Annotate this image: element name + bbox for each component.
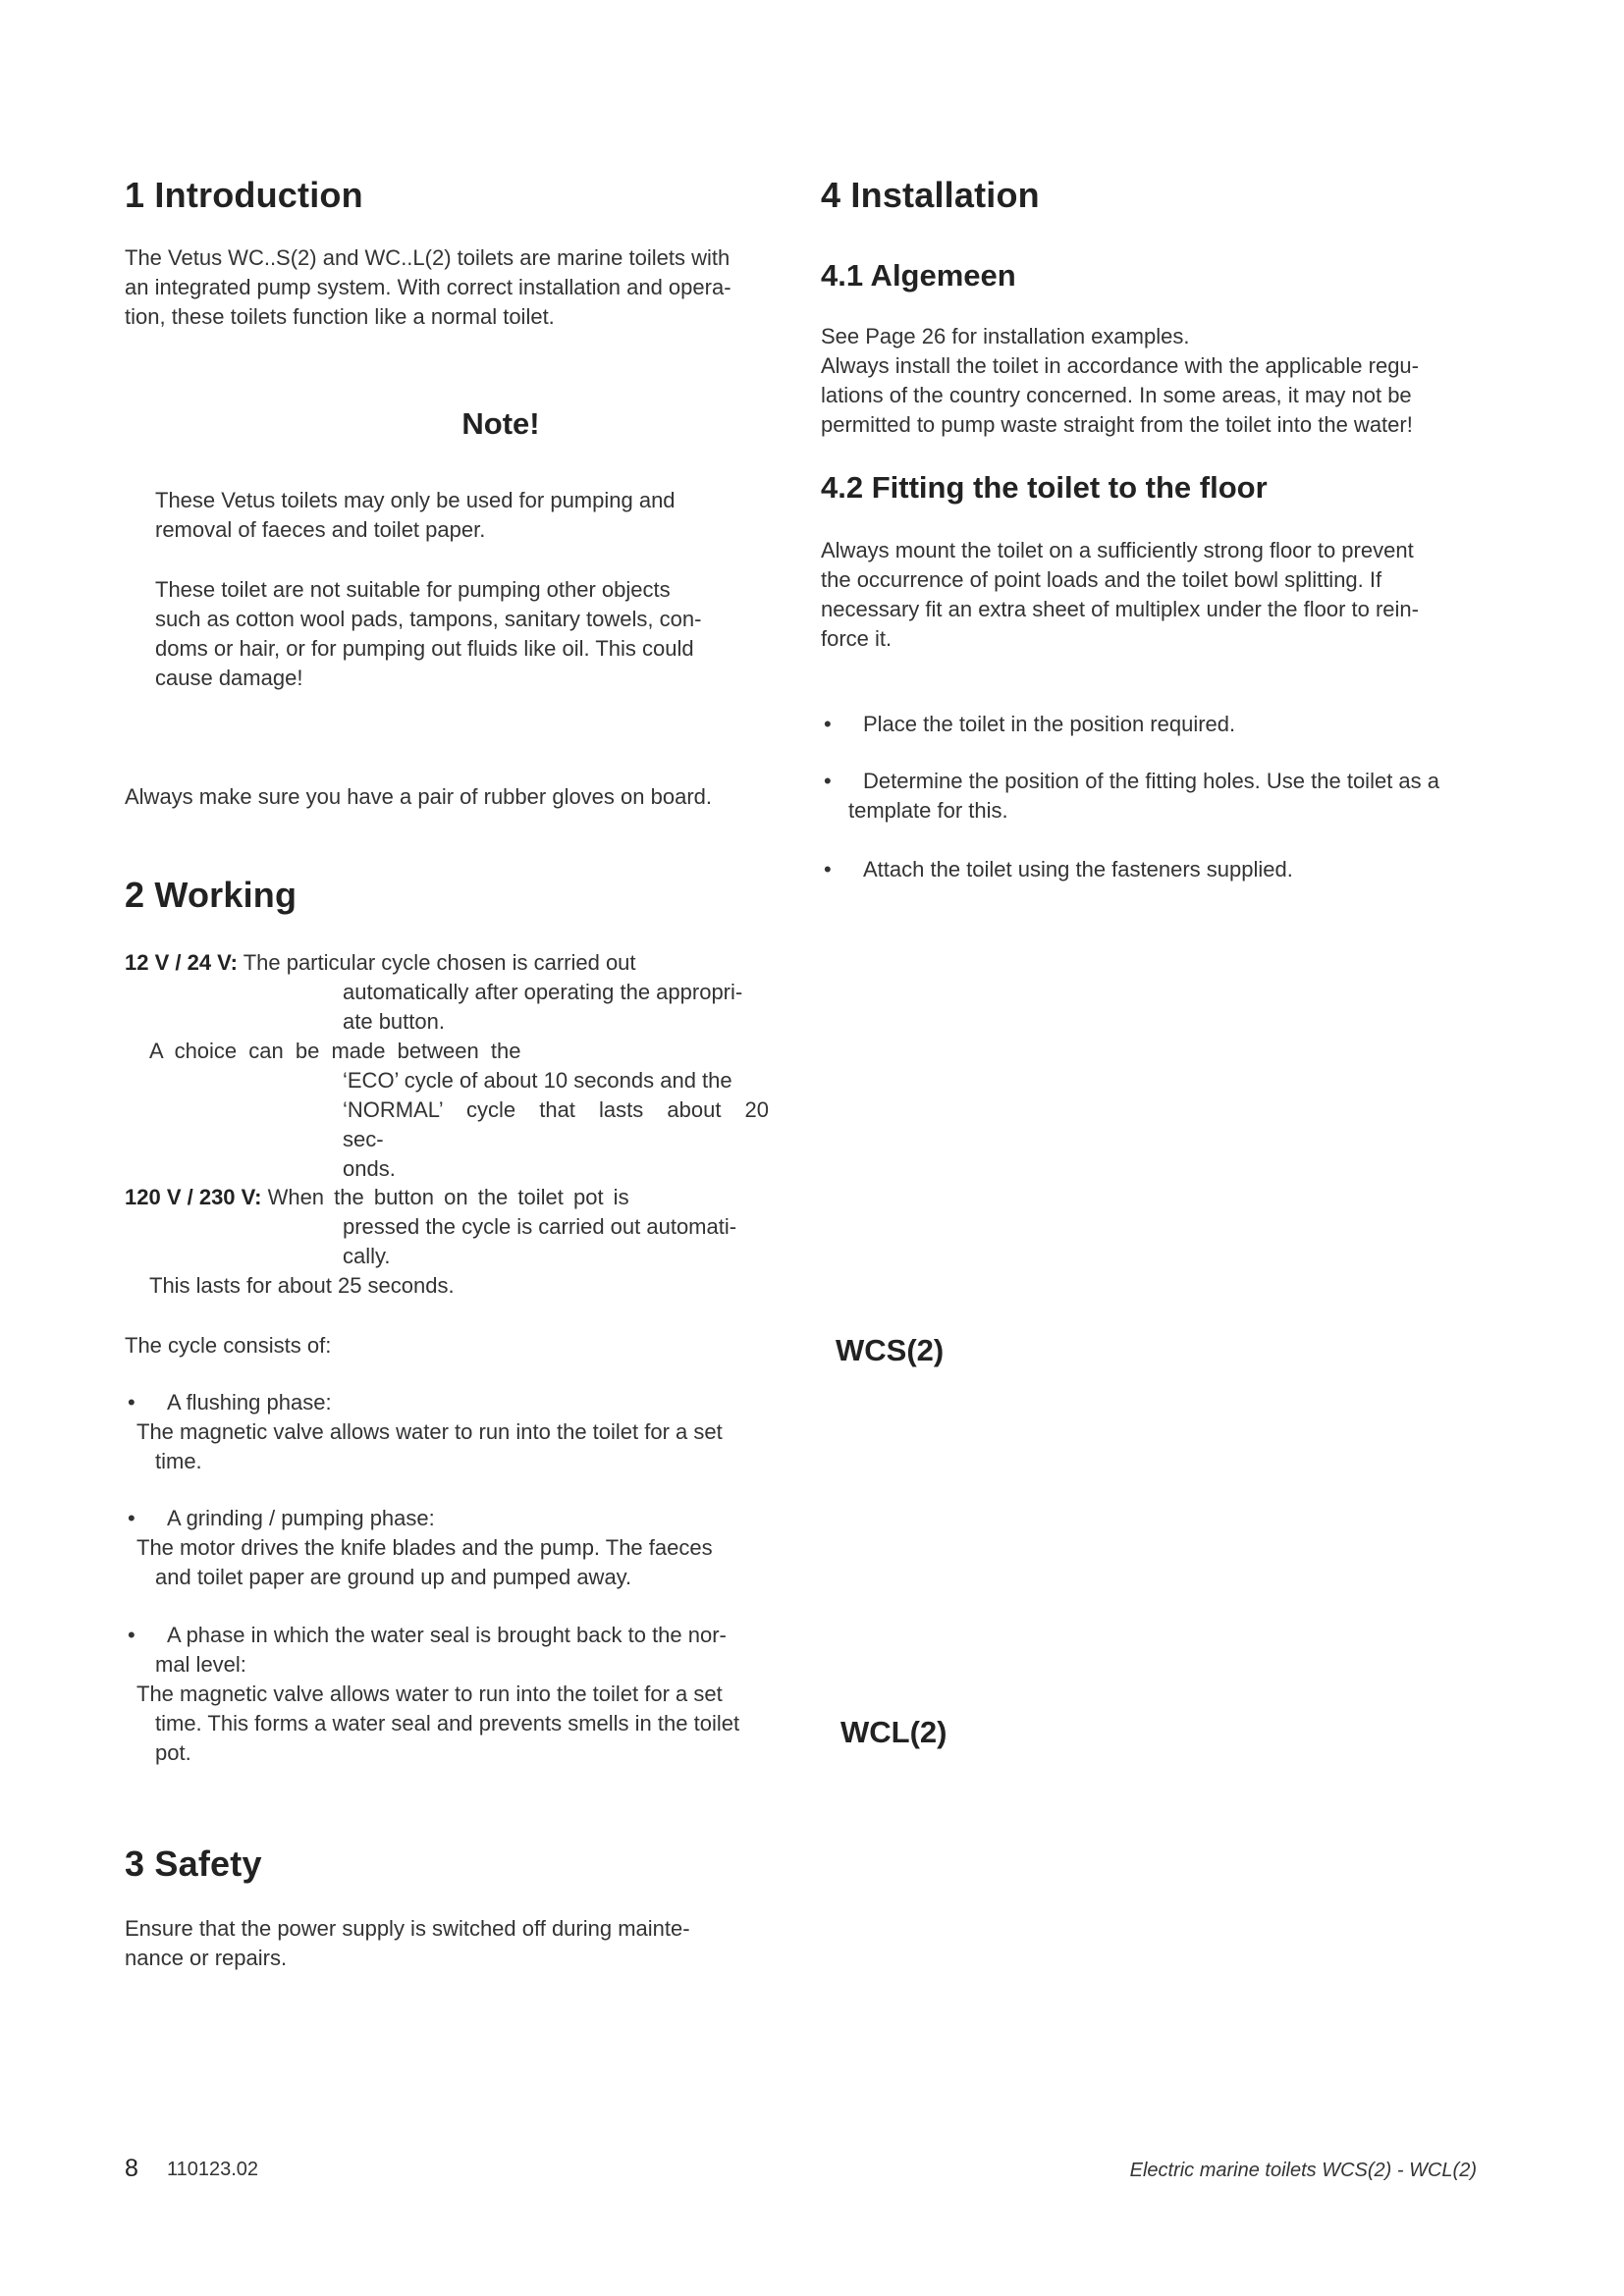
voltage-line: ‘ECO’ cycle of about 10 seconds and the [343,1068,732,1093]
bullet-line: and toilet paper are ground up and pumped away. [155,1565,632,1589]
general-line: permitted to pump waste straight from the toilet into the water! [821,412,1413,437]
voltage-line: automatically after operating the appropri- [343,980,743,1004]
voltage-line: ‘NORMAL’ cycle that lasts about 20 sec- [343,1097,770,1151]
intro-line: tion, these toilets function like a normal toilet. [125,304,555,329]
note-paragraph-1 [155,486,780,545]
bullet-dot: • [824,769,832,793]
voltage-line: This lasts for about 25 seconds. [149,1273,455,1298]
cycle-bullet-grinding [125,1504,812,1592]
general-line: lations of the country concerned. In some areas, it may not be [821,383,1412,407]
fitting-step-3 [821,855,1528,884]
fitting-step-2 [821,767,1528,826]
section-heading-introduction: 1 Introduction [125,175,363,215]
safety-paragraph [125,1914,797,1973]
subheading-fitting: 4.2 Fitting the toilet to the floor [821,470,1268,505]
step-line: Determine the position of the fitting holes. Use the toilet as a [863,769,1439,793]
voltage-label-120-230: 120 V / 230 V: [125,1185,262,1209]
voltage-120-230-block [125,1183,832,1301]
note-line: These Vetus toilets may only be used for pumping and [155,488,676,512]
fitting-step-1 [821,710,1528,739]
cycle-intro: The cycle consists of: [125,1333,332,1358]
gloves-sentence: Always make sure you have a pair of rubber gloves on board. [125,784,712,809]
voltage-line: cally. [343,1244,391,1268]
fitting-line: Always mount the toilet on a sufficiently strong floor to prevent [821,538,1414,562]
voltage-line: When the button on the toilet pot is [267,1185,629,1209]
bullet-line: The magnetic valve allows water to run into the toilet for a set [136,1419,723,1444]
bullet-title: A grinding / pumping phase: [167,1506,435,1530]
bullet-title: A flushing phase: [167,1390,332,1415]
bullet-line: time. This forms a water seal and prevents smells in the toilet [155,1711,740,1735]
bullet-line: pot. [155,1740,191,1765]
intro-line: an integrated pump system. With correct installation and opera- [125,275,731,299]
bullet-dot: • [128,1623,135,1647]
intro-line: The Vetus WC..S(2) and WC..L(2) toilets are marine toilets with [125,245,731,270]
note-paragraph-2 [155,575,768,693]
bullet-dot: • [128,1390,135,1415]
bullet-line: The magnetic valve allows water to run into the toilet for a set [136,1682,723,1706]
bullet-title: A phase in which the water seal is brought back to the nor- [167,1623,727,1647]
figure-label-wcl: WCL(2) [840,1715,947,1749]
cycle-bullet-water-seal [125,1621,812,1768]
note-line: These toilet are not suitable for pumping other objects [155,577,671,602]
bullet-line: The motor drives the knife blades and the pump. The faeces [136,1535,713,1560]
cycle-bullet-flushing [125,1388,812,1476]
intro-paragraph [125,243,792,332]
section-heading-safety: 3 Safety [125,1843,262,1884]
fitting-paragraph [821,536,1500,654]
general-paragraph [821,322,1508,440]
voltage-line: A choice can be made between the [149,1039,521,1063]
document-code: 110123.02 [167,2159,259,2180]
bullet-dot: • [824,857,832,881]
step-line: Attach the toilet using the fasteners supplied. [863,857,1293,881]
bullet-dot: • [128,1506,135,1530]
general-line: See Page 26 for installation examples. [821,324,1190,348]
step-line: Place the toilet in the position required. [863,712,1236,736]
section-heading-working: 2 Working [125,875,298,915]
voltage-line: ate button. [343,1009,445,1034]
subheading-general: 4.1 Algemeen [821,258,1016,293]
voltage-line: onds. [343,1156,396,1181]
fitting-line: necessary fit an extra sheet of multiplex under the floor to rein- [821,597,1419,621]
voltage-12-24-block [125,948,832,1184]
bullet-dot: • [824,712,832,736]
step-line: template for this. [848,798,1008,823]
figure-label-wcs: WCS(2) [836,1333,945,1367]
bullet-line: time. [155,1449,202,1473]
note-line: such as cotton wool pads, tampons, sanitary towels, con- [155,607,702,631]
fitting-line: force it. [821,626,893,651]
note-line: removal of faeces and toilet paper. [155,517,486,542]
note-heading: Note! [461,406,540,441]
note-line: cause damage! [155,666,303,690]
section-heading-installation: 4 Installation [821,175,1040,215]
page-number: 8 [125,2155,138,2182]
voltage-line: The particular cycle chosen is carried out [243,950,636,975]
safety-line: Ensure that the power supply is switched off during mainte- [125,1916,690,1941]
general-line: Always install the toilet in accordance with the applicable regu- [821,353,1419,378]
safety-line: nance or repairs. [125,1946,288,1970]
fitting-line: the occurrence of point loads and the toilet bowl splitting. If [821,567,1382,592]
voltage-line: pressed the cycle is carried out automati- [343,1214,737,1239]
document-title-footer: Electric marine toilets WCS(2) - WCL(2) [1129,2160,1477,2181]
bullet-title-continued: mal level: [155,1652,246,1677]
note-line: doms or hair, or for pumping out fluids like oil. This could [155,636,694,661]
voltage-label-12-24: 12 V / 24 V: [125,950,238,975]
